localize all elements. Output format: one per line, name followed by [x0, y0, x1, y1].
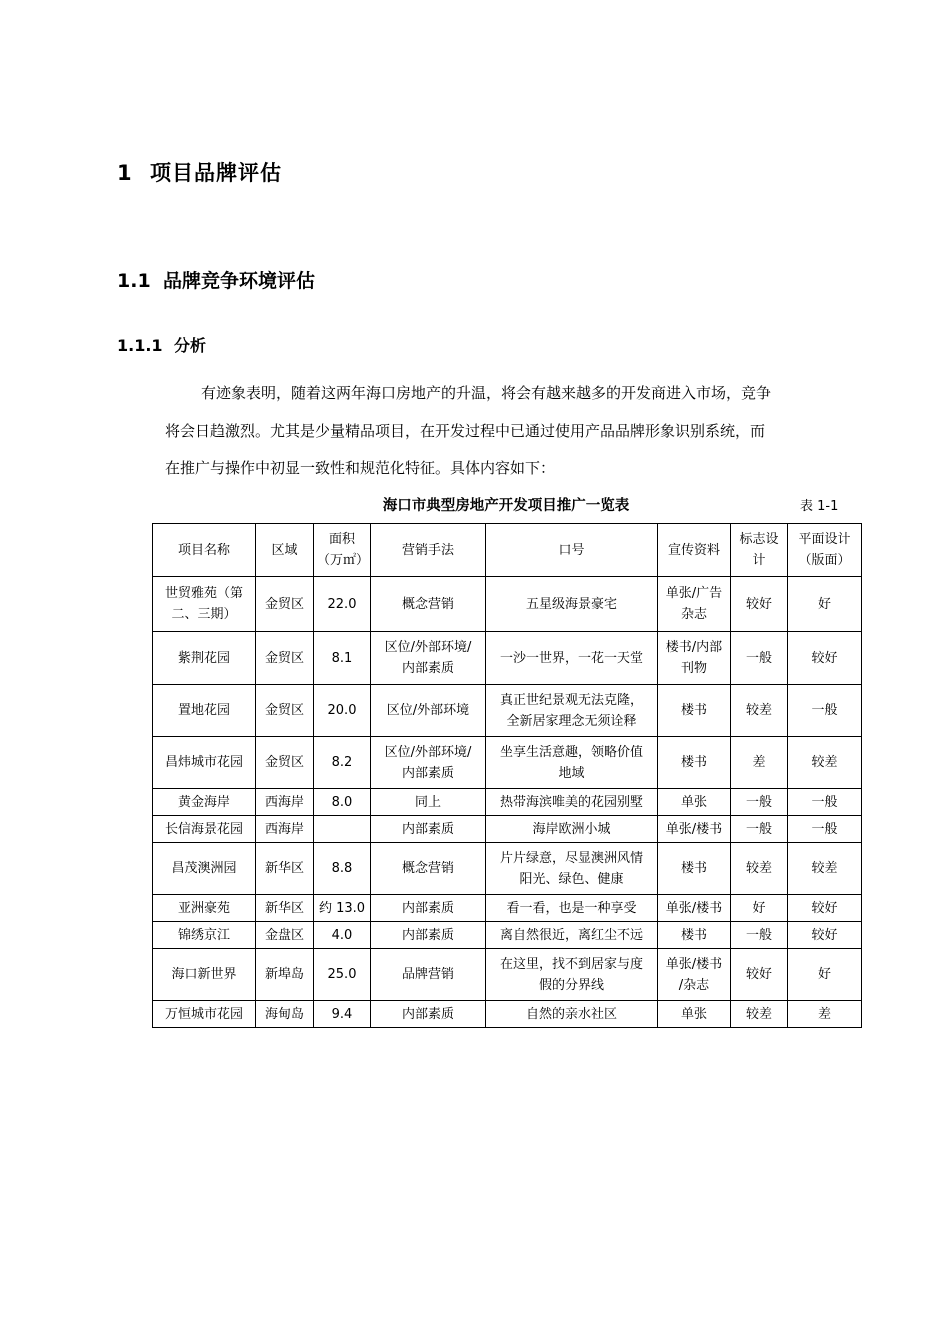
- cell-line: 楼书/内部: [665, 640, 723, 655]
- cell-area: 新埠岛: [256, 949, 314, 1001]
- cell-name: 昌茂澳洲园: [153, 843, 256, 895]
- header-cell: 口号: [486, 524, 658, 577]
- cell-material: 楼书: [658, 737, 731, 789]
- cell-method: 内部素质: [371, 816, 486, 843]
- cell-name: 昌炜城市花园: [153, 737, 256, 789]
- cell-slogan: [486, 949, 658, 1001]
- cell-size: 9.4: [314, 1001, 371, 1028]
- cell-slogan: 海岸欧洲小城: [486, 816, 658, 843]
- heading-number: 1.1.1: [117, 336, 163, 355]
- header-line: （版面）: [798, 553, 851, 568]
- cell-method: [371, 632, 486, 685]
- cell-print: 好: [788, 577, 862, 632]
- cell-size: [314, 816, 371, 843]
- cell-logo: 较好: [731, 577, 788, 632]
- cell-line: /杂志: [678, 977, 710, 993]
- cell-method: 概念营销: [371, 843, 486, 895]
- cell-slogan: 热带海滨唯美的花园别墅: [486, 789, 658, 816]
- cell-print: 一般: [788, 816, 862, 843]
- cell-name: 紫荆花园: [153, 632, 256, 685]
- cell-method: 概念营销: [371, 577, 486, 632]
- cell-name: 长信海景花园: [153, 816, 256, 843]
- cell-line: 区位/外部环境/: [384, 640, 472, 655]
- cell-name: 黄金海岸: [153, 789, 256, 816]
- cell-name: 置地花园: [153, 685, 256, 737]
- cell-name: 锦绣京江: [153, 922, 256, 949]
- cell-area: 新华区: [256, 895, 314, 922]
- cell-material: 楼书: [658, 843, 731, 895]
- cell-line: 内部素质: [401, 765, 454, 781]
- cell-line: 地域: [558, 765, 585, 781]
- cell-size: 8.0: [314, 789, 371, 816]
- cell-method: 同上: [371, 789, 486, 816]
- cell-line: 二、三期）: [171, 607, 237, 622]
- header-cell: [731, 524, 788, 577]
- table-row: [153, 949, 862, 1001]
- cell-slogan: [486, 685, 658, 737]
- cell-method: 内部素质: [371, 922, 486, 949]
- cell-line: 刊物: [680, 661, 707, 676]
- cell-print: 好: [788, 949, 862, 1001]
- cell-area: 金盘区: [256, 922, 314, 949]
- cell-slogan: [486, 843, 658, 895]
- cell-line: 世贸雅苑（第: [164, 586, 243, 601]
- cell-line: 杂志: [680, 607, 707, 622]
- cell-material: 单张: [658, 1001, 731, 1028]
- cell-material: 楼书: [658, 685, 731, 737]
- heading-level-3: [117, 333, 206, 356]
- cell-line: 全新居家理念无须诠释: [506, 713, 637, 729]
- header-cell: 项目名称: [153, 524, 256, 577]
- cell-logo: 一般: [731, 789, 788, 816]
- heading-text: 项目品牌评估: [150, 161, 282, 185]
- cell-size: 约 13.0: [314, 895, 371, 922]
- cell-logo: 较差: [731, 1001, 788, 1028]
- paragraph-line: 有迹象表明，随着这两年海口房地产的升温，将会有越来越多的开发商进入市场，竞争: [201, 384, 772, 402]
- cell-slogan: 看一看，也是一种享受: [486, 895, 658, 922]
- header-cell: [788, 524, 862, 577]
- cell-area: 西海岸: [256, 816, 314, 843]
- cell-line: 真正世纪景观无法克隆，: [499, 692, 643, 708]
- cell-logo: 较差: [731, 843, 788, 895]
- cell-name: 亚洲豪苑: [153, 895, 256, 922]
- table-row: [153, 577, 862, 632]
- header-line: 面积: [328, 532, 355, 547]
- heading-level-1: [117, 157, 282, 187]
- heading-number: 1: [117, 161, 133, 185]
- cell-logo: 一般: [731, 632, 788, 685]
- cell-size: 22.0: [314, 577, 371, 632]
- cell-method: [371, 737, 486, 789]
- cell-size: 8.1: [314, 632, 371, 685]
- cell-print: 较差: [788, 843, 862, 895]
- cell-slogan: 一沙一世界，一花一天堂: [486, 632, 658, 685]
- header-line: 标志设: [739, 532, 779, 547]
- promotion-table: [152, 523, 862, 1028]
- cell-line: 内部素质: [401, 661, 454, 676]
- cell-print: 一般: [788, 685, 862, 737]
- cell-method: 品牌营销: [371, 949, 486, 1001]
- cell-size: 8.2: [314, 737, 371, 789]
- paragraph-line: 将会日趋激烈。尤其是少量精品项目，在开发过程中已通过使用产品品牌形象识别系统，而: [165, 422, 766, 440]
- cell-print: 差: [788, 1001, 862, 1028]
- table-caption: 海口市典型房地产开发项目推广一览表: [382, 498, 630, 514]
- cell-size: 4.0: [314, 922, 371, 949]
- table-row: [153, 843, 862, 895]
- table-row: [153, 816, 862, 843]
- cell-line: 在这里，找不到居家与度: [499, 956, 643, 972]
- table-row: [153, 895, 862, 922]
- cell-name: 海口新世界: [153, 949, 256, 1001]
- cell-logo: 一般: [731, 816, 788, 843]
- cell-name: 万恒城市花园: [153, 1001, 256, 1028]
- heading-text: 品牌竞争环境评估: [163, 270, 316, 292]
- cell-method: 内部素质: [371, 1001, 486, 1028]
- table-row: [153, 737, 862, 789]
- cell-material: 单张/楼书: [658, 816, 731, 843]
- heading-number: 1.1: [117, 270, 151, 292]
- cell-logo: 差: [731, 737, 788, 789]
- cell-material: [658, 949, 731, 1001]
- cell-area: 海甸岛: [256, 1001, 314, 1028]
- heading-level-2: [117, 266, 315, 293]
- table-row: [153, 789, 862, 816]
- cell-print: 较好: [788, 922, 862, 949]
- cell-material: 单张/楼书: [658, 895, 731, 922]
- cell-line: 片片绿意，尽显澳洲风情: [499, 850, 643, 866]
- header-cell: 营销手法: [371, 524, 486, 577]
- cell-method: 内部素质: [371, 895, 486, 922]
- cell-material: [658, 632, 731, 685]
- cell-line: 阳光、绿色、健康: [519, 871, 624, 887]
- cell-slogan: [486, 737, 658, 789]
- cell-line: 假的分界线: [538, 977, 604, 993]
- cell-slogan: 五星级海景豪宅: [486, 577, 658, 632]
- cell-area: 金贸区: [256, 737, 314, 789]
- table-row: [153, 1001, 862, 1028]
- heading-text: 分析: [174, 336, 207, 355]
- cell-logo: 一般: [731, 922, 788, 949]
- cell-line: 单张/楼书: [665, 956, 723, 972]
- cell-area: 金贸区: [256, 577, 314, 632]
- cell-area: 新华区: [256, 843, 314, 895]
- cell-material: 楼书: [658, 922, 731, 949]
- header-line: 计: [752, 553, 766, 568]
- header-cell: 宣传资料: [658, 524, 731, 577]
- header-cell: 区域: [256, 524, 314, 577]
- cell-print: 一般: [788, 789, 862, 816]
- cell-slogan: 离自然很近，离红尘不远: [486, 922, 658, 949]
- header-line: 平面设计: [798, 532, 851, 547]
- cell-method: 区位/外部环境: [371, 685, 486, 737]
- paragraph-line: 在推广与操作中初显一致性和规范化特征。具体内容如下：: [165, 459, 556, 477]
- cell-size: 20.0: [314, 685, 371, 737]
- cell-line: 单张/广告: [665, 586, 723, 601]
- cell-name: [153, 577, 256, 632]
- cell-material: [658, 577, 731, 632]
- cell-line: 坐享生活意趣，领略价值: [499, 744, 643, 760]
- cell-logo: 较差: [731, 685, 788, 737]
- header-cell: [314, 524, 371, 577]
- table-number: 表 1-1: [800, 499, 839, 514]
- cell-size: 25.0: [314, 949, 371, 1001]
- cell-print: 较好: [788, 895, 862, 922]
- cell-print: 较差: [788, 737, 862, 789]
- table-row: [153, 685, 862, 737]
- table-row: [153, 632, 862, 685]
- table-row: [153, 922, 862, 949]
- cell-logo: 较好: [731, 949, 788, 1001]
- table-header-row: [153, 524, 862, 577]
- header-line: （万㎡）: [317, 553, 370, 568]
- cell-logo: 好: [731, 895, 788, 922]
- cell-area: 金贸区: [256, 685, 314, 737]
- cell-line: 区位/外部环境/: [384, 744, 472, 760]
- cell-print: 较好: [788, 632, 862, 685]
- cell-slogan: 自然的亲水社区: [486, 1001, 658, 1028]
- cell-area: 西海岸: [256, 789, 314, 816]
- cell-material: 单张: [658, 789, 731, 816]
- cell-size: 8.8: [314, 843, 371, 895]
- cell-area: 金贸区: [256, 632, 314, 685]
